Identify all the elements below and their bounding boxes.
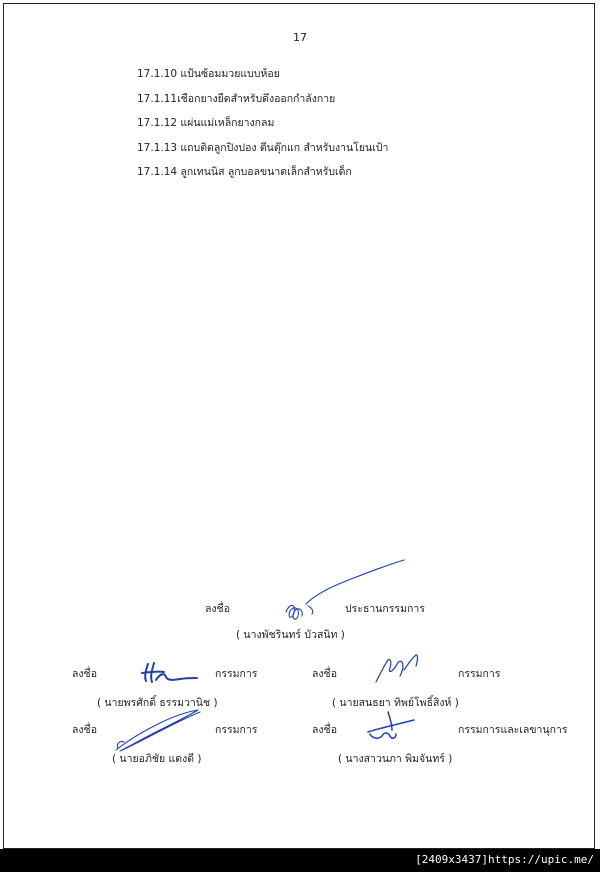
list-item: 17.1.10 แป้นซ้อมมวยแบบห้อย bbox=[137, 68, 280, 80]
item-list bbox=[137, 67, 388, 190]
member-1-sign-label: ลงชื่อ bbox=[72, 668, 97, 680]
member-3-name: ( นายอภิชัย แดงดี ) bbox=[112, 753, 202, 765]
member-1-signature bbox=[140, 660, 200, 688]
member-2-name: ( นายสนธยา ทิพย์โพธิ์สิงห์ ) bbox=[332, 697, 459, 709]
watermark-text: [2409x3437]https://upic.me/ bbox=[415, 853, 594, 866]
watermark-bar bbox=[0, 849, 600, 872]
member-3-role: กรรมการ bbox=[215, 724, 258, 736]
page-number: 17 bbox=[293, 31, 307, 44]
secretary-sign-label: ลงชื่อ bbox=[312, 724, 337, 736]
member-2-sign-label: ลงชื่อ bbox=[312, 668, 337, 680]
member-3-sign-label: ลงชื่อ bbox=[72, 724, 97, 736]
secretary-name: ( นางสาวนภา พิมจันทร์ ) bbox=[338, 753, 453, 765]
list-item: 17.1.12 แผ่นแม่เหล็กยางกลม bbox=[137, 117, 275, 130]
member-3-signature bbox=[112, 708, 204, 754]
chair-sign-label: ลงชื่อ bbox=[205, 603, 230, 615]
member-2-role: กรรมการ bbox=[458, 668, 501, 680]
chair-role: ประธานกรรมการ bbox=[345, 603, 425, 615]
secretary-signature bbox=[362, 710, 418, 744]
list-item: 17.1.11เชือกยางยืดสำหรับดึงออกกำลังกาย bbox=[137, 92, 336, 105]
chair-name: ( นางพัชรินทร์ บัวสนิท ) bbox=[236, 629, 345, 641]
member-1-role: กรรมการ bbox=[215, 668, 258, 680]
member-2-signature bbox=[372, 652, 424, 686]
secretary-role: กรรมการและเลขานุการ bbox=[458, 724, 568, 736]
list-item: 17.1.13 แถบติดลูกปิงปอง ตีนตุ๊กแก สำหรับงานโยนเป้า bbox=[137, 141, 389, 154]
member-1-name: ( นายพรศักดิ์ ธรรมวานิช ) bbox=[97, 697, 218, 709]
list-item: 17.1.14 ลูกเทนนิส ลูกบอลขนาดเล็กสำหรับเด็ก bbox=[137, 166, 352, 179]
